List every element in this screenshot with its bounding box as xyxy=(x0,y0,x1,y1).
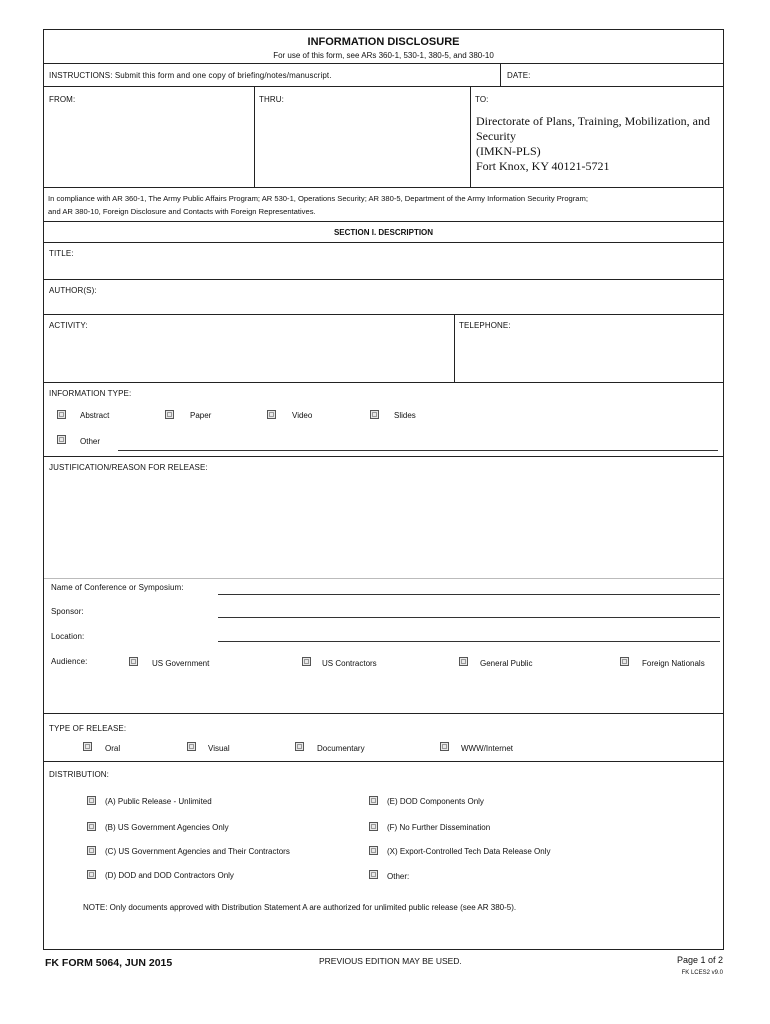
form-version: FK LCES2 v9.0 xyxy=(681,970,723,976)
form-subtitle: For use of this form, see ARs 360-1, 530-1, 380-5, and 380-10 xyxy=(273,51,494,60)
us-contractors-checkbox[interactable] xyxy=(302,657,311,666)
location-label: Location: xyxy=(51,632,85,641)
page-number: Page 1 of 2 xyxy=(676,955,723,965)
form-title: INFORMATION DISCLOSURE xyxy=(307,36,460,48)
www-internet-label: WWW/Internet xyxy=(461,744,514,753)
distribution-b-checkbox[interactable] xyxy=(87,822,96,831)
section-heading xyxy=(44,222,723,243)
abstract-label: Abstract xyxy=(80,411,110,420)
justification-field[interactable] xyxy=(46,475,721,575)
audience-label: Audience: xyxy=(51,657,88,666)
us-contractors-label: US Contractors xyxy=(322,659,377,668)
distribution-f-checkbox[interactable] xyxy=(369,822,378,831)
justification-label: JUSTIFICATION/REASON FOR RELEASE: xyxy=(49,463,208,472)
video-label: Video xyxy=(292,411,313,420)
sponsor-input[interactable] xyxy=(218,617,720,618)
other-label: Other xyxy=(80,437,101,446)
compliance-row xyxy=(44,188,723,222)
distribution-b-label: (B) US Government Agencies Only xyxy=(105,823,229,832)
visual-label: Visual xyxy=(208,744,230,753)
slides-label: Slides xyxy=(394,411,416,420)
form-header xyxy=(44,30,723,64)
distribution-f-label: (F) No Further Dissemination xyxy=(387,823,491,832)
oral-label: Oral xyxy=(105,744,121,753)
activity-row xyxy=(44,315,723,383)
date-label: DATE: xyxy=(507,71,531,80)
instructions-row xyxy=(44,64,723,87)
other-input[interactable] xyxy=(118,450,718,451)
other-checkbox[interactable] xyxy=(57,435,66,444)
distribution-x-checkbox[interactable] xyxy=(369,846,378,855)
location-input[interactable] xyxy=(218,641,720,642)
date-field[interactable] xyxy=(544,66,720,84)
to-address-line: (IMKN-PLS) xyxy=(476,144,541,158)
distribution-section xyxy=(44,762,723,950)
telephone-label: TELEPHONE: xyxy=(459,321,511,330)
thru-label: THRU: xyxy=(259,95,284,104)
from-label: FROM: xyxy=(49,95,76,104)
abstract-checkbox[interactable] xyxy=(57,410,66,419)
distribution-note: NOTE: Only documents approved with Distribution Statement A are authorized for unlimited public release (see AR 380-5). xyxy=(83,903,517,912)
video-checkbox[interactable] xyxy=(267,410,276,419)
distribution-x-label: (X) Export-Controlled Tech Data Release Only xyxy=(387,847,551,856)
general-public-label: General Public xyxy=(480,659,533,668)
information-type-label: INFORMATION TYPE: xyxy=(49,389,132,398)
thru-field[interactable] xyxy=(257,107,467,185)
information-disclosure-form xyxy=(43,29,724,950)
visual-checkbox[interactable] xyxy=(187,742,196,751)
title-row[interactable] xyxy=(44,243,723,280)
to-address-line: Fort Knox, KY 40121-5721 xyxy=(476,159,610,173)
paper-label: Paper xyxy=(190,411,212,420)
distribution-label: DISTRIBUTION: xyxy=(49,770,109,779)
to-label: TO: xyxy=(475,95,489,104)
foreign-nationals-label: Foreign Nationals xyxy=(642,659,705,668)
release-row xyxy=(44,714,723,762)
distribution-d-label: (D) DOD and DOD Contractors Only xyxy=(105,871,234,880)
distribution-a-label: (A) Public Release - Unlimited xyxy=(105,797,212,806)
distribution-e-label: (E) DOD Components Only xyxy=(387,797,484,806)
conference-input[interactable] xyxy=(218,594,720,595)
to-address xyxy=(476,114,716,174)
to-address-line: Security xyxy=(476,129,516,143)
distribution-c-label: (C) US Government Agencies and Their Contractors xyxy=(105,847,290,856)
to-address-line: Directorate of Plans, Training, Mobilization, and xyxy=(476,114,710,128)
authors-row[interactable] xyxy=(44,280,723,315)
activity-label: ACTIVITY: xyxy=(49,321,88,330)
slides-checkbox[interactable] xyxy=(370,410,379,419)
sponsor-label: Sponsor: xyxy=(51,607,84,616)
general-public-checkbox[interactable] xyxy=(459,657,468,666)
conference-label: Name of Conference or Symposium: xyxy=(51,583,184,592)
distribution-e-checkbox[interactable] xyxy=(369,796,378,805)
foreign-nationals-checkbox[interactable] xyxy=(620,657,629,666)
section-i-title: SECTION I. DESCRIPTION xyxy=(333,228,434,237)
telephone-field[interactable] xyxy=(457,333,719,379)
documentary-label: Documentary xyxy=(317,744,365,753)
justification-row xyxy=(44,457,723,714)
www-internet-checkbox[interactable] xyxy=(440,742,449,751)
instructions-text: INSTRUCTIONS: Submit this form and one copy of briefing/notes/manuscript. xyxy=(49,71,332,80)
us-government-checkbox[interactable] xyxy=(129,657,138,666)
distribution-c-checkbox[interactable] xyxy=(87,846,96,855)
form-id: FK FORM 5064, JUN 2015 xyxy=(45,957,173,969)
paper-checkbox[interactable] xyxy=(165,410,174,419)
us-government-label: US Government xyxy=(152,659,210,668)
from-field[interactable] xyxy=(46,107,251,185)
oral-checkbox[interactable] xyxy=(83,742,92,751)
distribution-a-checkbox[interactable] xyxy=(87,796,96,805)
documentary-checkbox[interactable] xyxy=(295,742,304,751)
distribution-other-checkbox[interactable] xyxy=(369,870,378,879)
title-label: TITLE: xyxy=(49,249,74,258)
authors-label: AUTHOR(S): xyxy=(49,286,97,295)
activity-field[interactable] xyxy=(46,333,451,379)
distribution-d-checkbox[interactable] xyxy=(87,870,96,879)
previous-edition-note: PREVIOUS EDITION MAY BE USED. xyxy=(319,956,462,966)
release-label: TYPE OF RELEASE: xyxy=(49,724,127,733)
compliance-line-1: In compliance with AR 360-1, The Army Public Affairs Program; AR 530-1, Operations Security; AR 380-5, Department of the Army Information Security Program; xyxy=(48,194,588,203)
compliance-line-2: and AR 380-10, Foreign Disclosure and Contacts with Foreign Representatives. xyxy=(48,207,316,216)
information-type-row xyxy=(44,383,723,457)
distribution-other-label: Other: xyxy=(387,872,410,881)
